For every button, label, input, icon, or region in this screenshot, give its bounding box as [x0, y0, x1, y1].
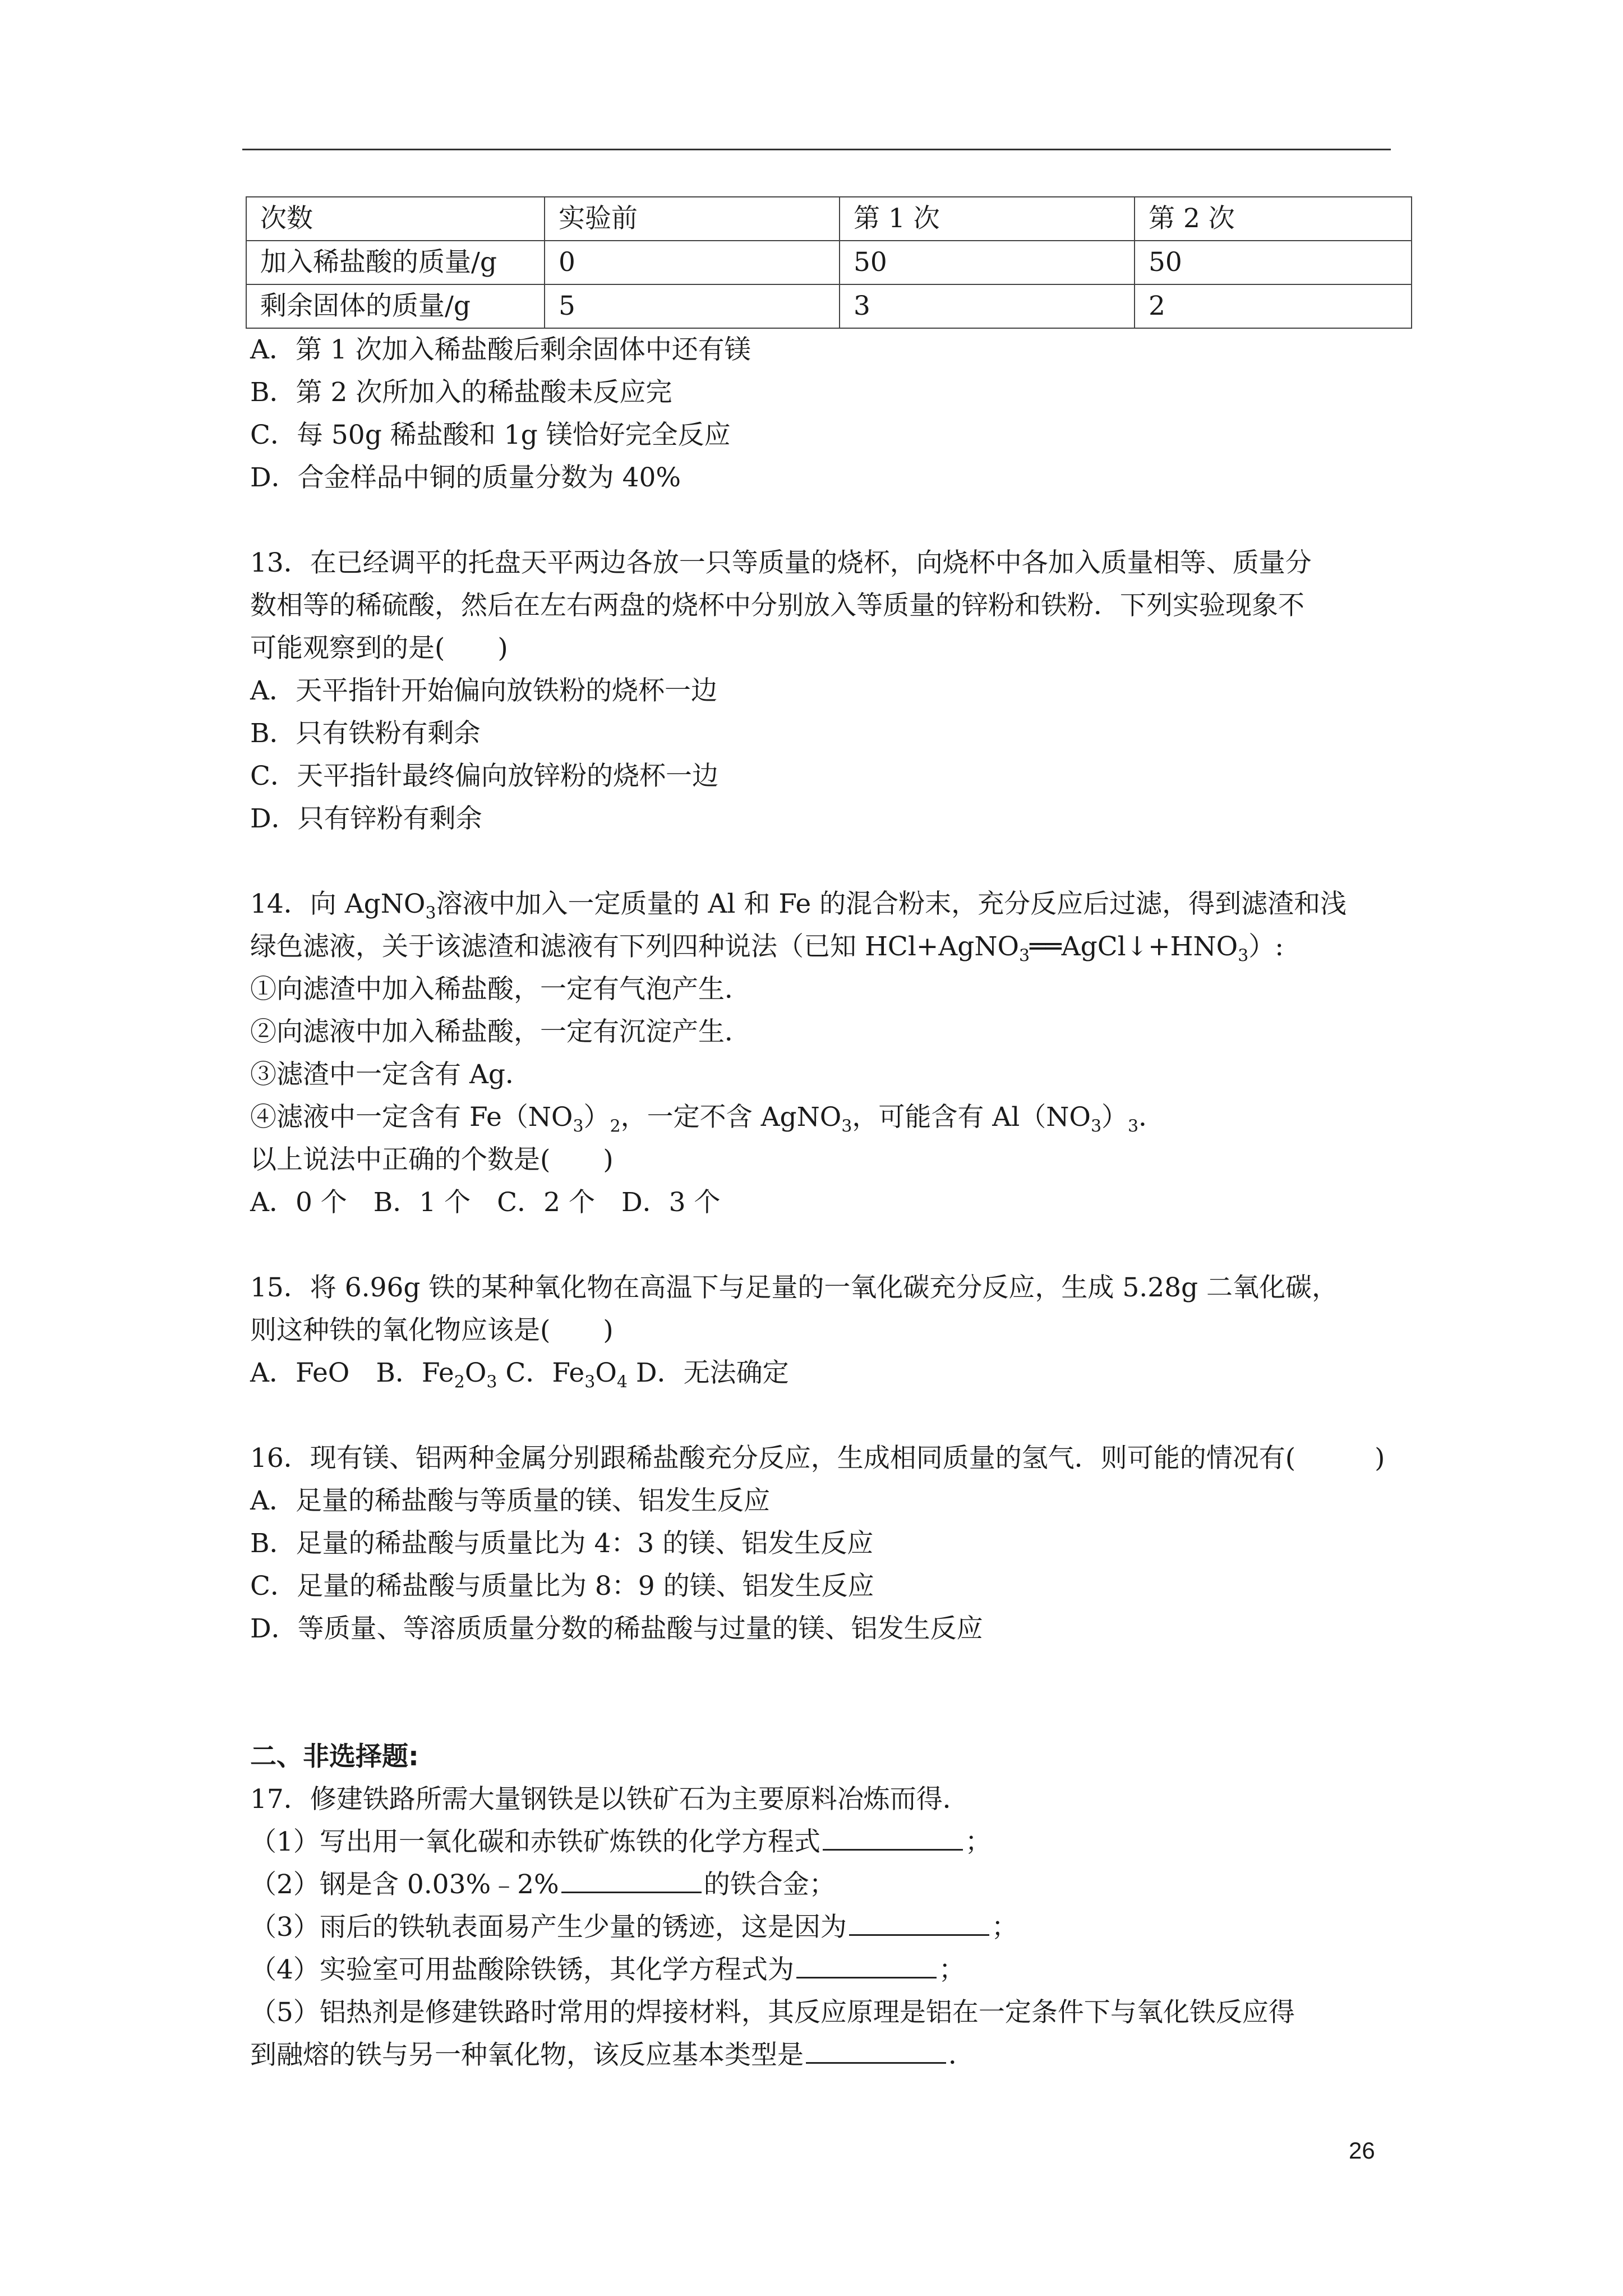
q16-option-d: D．等质量、等溶质质量分数的稀盐酸与过量的镁、铝发生反应	[250, 1613, 983, 1644]
q13-option-a: A．天平指针开始偏向放铁粉的烧杯一边	[250, 675, 717, 706]
answer-blank[interactable]	[823, 1826, 963, 1851]
q16-option-a: A．足量的稀盐酸与等质量的镁、铝发生反应	[250, 1485, 770, 1516]
q17-stem: 17．修建铁路所需大量钢铁是以铁矿石为主要原料冶炼而得．	[250, 1784, 969, 1815]
q16-option-c: C．足量的稀盐酸与质量比为 8：9 的镁、铝发生反应	[250, 1571, 874, 1602]
q13-option-d: D．只有锌粉有剩余	[250, 803, 482, 834]
q14-stem-line: 绿色滤液，关于该滤渣和滤液有下列四种说法（已知 $HCl+AgNO_3══AgCl↓+HNO_3$）:	[250, 931, 1284, 966]
table-cell: 加入稀盐酸的质量/g	[246, 241, 545, 284]
q13-option-b: B．只有铁粉有剩余	[250, 718, 481, 749]
answer-blank[interactable]	[806, 2040, 946, 2064]
q15-stem-line: 则这种铁的氧化物应该是( )	[250, 1315, 614, 1346]
q16-stem-line: 16．现有镁、铝两种金属分别跟稀盐酸充分反应，生成相同质量的氢气．则可能的情况有( )	[250, 1443, 1385, 1474]
table-row	[246, 241, 1412, 284]
table-cell: 剩余固体的质量/g	[246, 284, 545, 328]
answer-blank[interactable]	[849, 1912, 989, 1936]
table-cell: 3	[840, 284, 1135, 328]
section-heading: 二、非选择题:	[250, 1741, 419, 1772]
table-row	[246, 284, 1412, 328]
q12-option-a: A．第 1 次加入稀盐酸后剩余固体中还有镁	[250, 334, 751, 365]
q14-stem-line: 14．向 AgNO$_3$溶液中加入一定质量的 Al 和 Fe 的混合粉末，充分反应后过滤，得到滤渣和浅	[250, 889, 1347, 923]
q15-options: A．FeO B．$Fe_2O_3$ C．$Fe_3O_4$ D．无法确定	[250, 1358, 789, 1392]
experiment-table	[246, 196, 1412, 329]
table-cell: 实验前	[545, 197, 840, 241]
table-cell: 50	[1135, 241, 1412, 284]
q13-stem-line: 13．在已经调平的托盘天平两边各放一只等质量的烧杯，向烧杯中各加入质量相等、质量分	[250, 547, 1312, 578]
q14-statement-4: ④滤液中一定含有 $Fe(NO_3)_2$，一定不含 AgNO$_3$，可能含有 $Al(NO_3)_3$．	[250, 1102, 1165, 1137]
page-content	[250, 196, 1428, 2077]
q12-option-c: C．每 50g 稀盐酸和 1g 镁恰好完全反应	[250, 420, 731, 450]
table-cell: 第 1 次	[840, 197, 1135, 241]
q13-stem-line: 可能观察到的是( )	[250, 633, 508, 664]
q14-question: 以上说法中正确的个数是( )	[250, 1144, 614, 1175]
page-number: 26	[1349, 2137, 1375, 2164]
q17-part-5-line: 到融熔的铁与另一种氧化物，该反应基本类型是 ．	[250, 2040, 975, 2070]
q14-statement-1: ①向滤渣中加入稀盐酸，一定有气泡产生．	[250, 974, 751, 1005]
table-cell: 2	[1135, 284, 1412, 328]
table-cell: 50	[840, 241, 1135, 284]
q14-options: A．0 个 B．1 个 C．2 个 D．3 个	[250, 1187, 721, 1218]
q12-option-b: B．第 2 次所加入的稀盐酸未反应完	[250, 377, 672, 408]
q17-part-1: （1）写出用一氧化碳和赤铁矿炼铁的化学方程式 ；	[250, 1826, 992, 1857]
table-row	[246, 197, 1412, 241]
table-cell: 0	[545, 241, 840, 284]
q12-option-d: D．合金样品中铜的质量分数为 40%	[250, 462, 681, 493]
answer-blank[interactable]	[796, 1954, 937, 1978]
answer-blank[interactable]	[561, 1869, 702, 1893]
q14-statement-3: ③滤渣中一定含有 Ag．	[250, 1059, 532, 1090]
q13-stem-line: 数相等的稀硫酸，然后在左右两盘的烧杯中分别放入等质量的锌粉和铁粉．下列实验现象不	[250, 590, 1304, 621]
q16-option-b: B．足量的稀盐酸与质量比为 4：3 的镁、铝发生反应	[250, 1528, 874, 1559]
q17-part-2: （2）钢是含 0.03%﹣2% 的铁合金；	[250, 1869, 836, 1900]
q17-part-3: （3）雨后的铁轨表面易产生少量的锈迹，这是因为 ；	[250, 1912, 1018, 1943]
q14-statement-2: ②向滤液中加入稀盐酸，一定有沉淀产生．	[250, 1016, 751, 1047]
q13-option-c: C．天平指针最终偏向放锌粉的烧杯一边	[250, 761, 718, 792]
q17-part-4: （4）实验室可用盐酸除铁锈，其化学方程式为 ；	[250, 1954, 965, 1985]
table-cell: 5	[545, 284, 840, 328]
table-cell: 次数	[246, 197, 545, 241]
table-cell: 第 2 次	[1135, 197, 1412, 241]
header-rule	[242, 149, 1391, 150]
q15-stem-line: 15．将 6.96g 铁的某种氧化物在高温下与足量的一氧化碳充分反应，生成 5.28g 二氧化碳，	[250, 1272, 1339, 1303]
q17-part-5-line: （5）铝热剂是修建铁路时常用的焊接材料，其反应原理是铝在一定条件下与氧化铁反应得	[250, 1997, 1295, 2028]
